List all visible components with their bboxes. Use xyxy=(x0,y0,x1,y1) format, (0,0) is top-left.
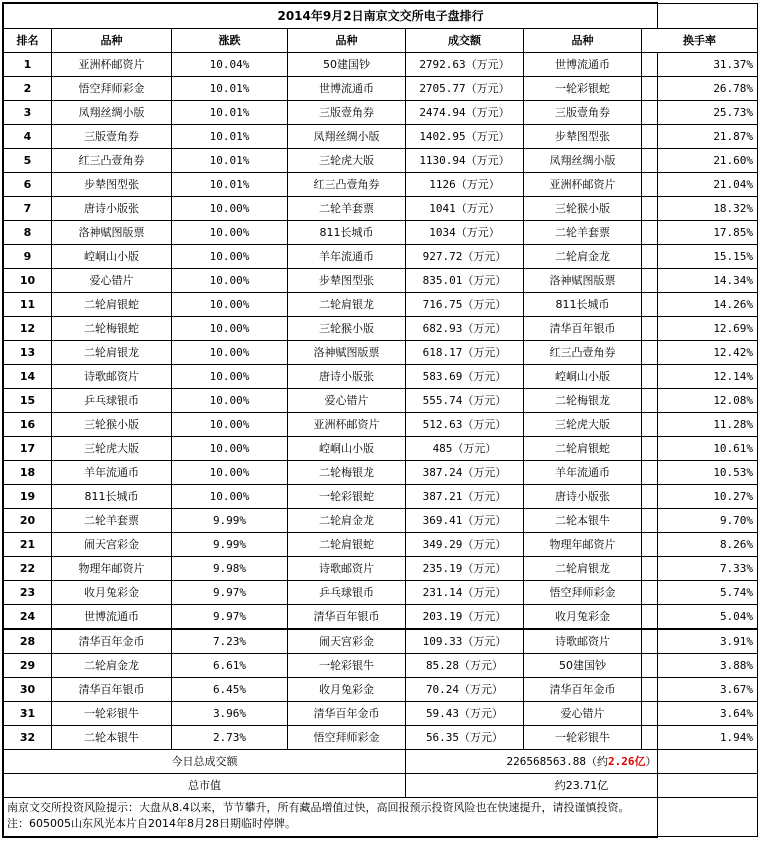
volume-value: 235.19（万元） xyxy=(406,557,524,581)
rank-cell: 20 xyxy=(4,509,52,533)
variety-by-turnover: 悟空拜师彩金 xyxy=(524,581,642,605)
rank-cell: 3 xyxy=(4,101,52,125)
rank-cell: 1 xyxy=(4,53,52,77)
change-value: 10.01% xyxy=(172,101,288,125)
change-value: 10.00% xyxy=(172,293,288,317)
table-row xyxy=(4,365,758,389)
table-row xyxy=(4,437,758,461)
turnover-value: 21.04% xyxy=(642,173,758,197)
volume-value: 387.24（万元） xyxy=(406,461,524,485)
turnover-value: 21.60% xyxy=(642,149,758,173)
variety-by-volume: 爱心错片 xyxy=(288,389,406,413)
change-value: 9.97% xyxy=(172,605,288,630)
variety-by-turnover: 亚洲杯邮资片 xyxy=(524,173,642,197)
volume-value: 1034（万元） xyxy=(406,221,524,245)
variety-by-change: 凤翔丝绸小版 xyxy=(52,101,172,125)
volume-value: 109.33（万元） xyxy=(406,629,524,654)
variety-by-volume: 闹天宫彩金 xyxy=(288,629,406,654)
table-row xyxy=(4,317,758,341)
table-row xyxy=(4,389,758,413)
turnover-value: 18.32% xyxy=(642,197,758,221)
rank-cell: 9 xyxy=(4,245,52,269)
variety-by-change: 二轮本银牛 xyxy=(52,726,172,750)
volume-value: 927.72（万元） xyxy=(406,245,524,269)
change-value: 3.96% xyxy=(172,702,288,726)
variety-by-change: 三轮猴小版 xyxy=(52,413,172,437)
variety-by-turnover: 步辇图型张 xyxy=(524,125,642,149)
variety-by-volume: 811长城币 xyxy=(288,221,406,245)
table-row xyxy=(4,654,758,678)
variety-by-volume: 清华百年银币 xyxy=(288,605,406,630)
turnover-value: 5.04% xyxy=(642,605,758,630)
variety-by-change: 悟空拜师彩金 xyxy=(52,77,172,101)
rank-cell: 21 xyxy=(4,533,52,557)
change-value: 7.23% xyxy=(172,629,288,654)
change-value: 10.00% xyxy=(172,437,288,461)
volume-value: 85.28（万元） xyxy=(406,654,524,678)
variety-by-volume: 清华百年金币 xyxy=(288,702,406,726)
turnover-value: 3.88% xyxy=(642,654,758,678)
variety-by-change: 二轮肩银龙 xyxy=(52,341,172,365)
variety-by-change: 红三凸壹角券 xyxy=(52,149,172,173)
volume-value: 512.63（万元） xyxy=(406,413,524,437)
turnover-value: 14.34% xyxy=(642,269,758,293)
variety-by-turnover: 清华百年金币 xyxy=(524,678,642,702)
change-value: 10.00% xyxy=(172,485,288,509)
variety-by-turnover: 二轮肩银龙 xyxy=(524,557,642,581)
variety-by-volume: 三版壹角券 xyxy=(288,101,406,125)
header-variety-3: 品种 xyxy=(524,29,642,53)
header-turnover: 换手率 xyxy=(642,29,758,53)
table-row xyxy=(4,125,758,149)
table-row xyxy=(4,341,758,365)
change-value: 10.01% xyxy=(172,173,288,197)
variety-by-turnover: 二轮肩银蛇 xyxy=(524,437,642,461)
variety-by-volume: 凤翔丝绸小版 xyxy=(288,125,406,149)
variety-by-turnover: 一轮彩银蛇 xyxy=(524,77,642,101)
rank-cell: 30 xyxy=(4,678,52,702)
table-row xyxy=(4,557,758,581)
variety-by-turnover: 二轮梅银龙 xyxy=(524,389,642,413)
variety-by-change: 二轮羊套票 xyxy=(52,509,172,533)
change-value: 9.97% xyxy=(172,581,288,605)
variety-by-change: 三版壹角券 xyxy=(52,125,172,149)
table-row xyxy=(4,173,758,197)
volume-value: 1130.94（万元） xyxy=(406,149,524,173)
turnover-value: 12.14% xyxy=(642,365,758,389)
variety-by-turnover: 三轮虎大版 xyxy=(524,413,642,437)
volume-value: 231.14（万元） xyxy=(406,581,524,605)
variety-by-change: 唐诗小版张 xyxy=(52,197,172,221)
variety-by-volume: 世博流通币 xyxy=(288,77,406,101)
variety-by-volume: 一轮彩银蛇 xyxy=(288,485,406,509)
total-volume-label: 今日总成交额 xyxy=(4,750,406,774)
change-value: 10.00% xyxy=(172,245,288,269)
variety-by-change: 一轮彩银牛 xyxy=(52,702,172,726)
change-value: 6.45% xyxy=(172,678,288,702)
variety-by-turnover: 凤翔丝绸小版 xyxy=(524,149,642,173)
volume-value: 2705.77（万元） xyxy=(406,77,524,101)
change-value: 10.01% xyxy=(172,149,288,173)
table-row xyxy=(4,629,758,654)
volume-value: 682.93（万元） xyxy=(406,317,524,341)
rank-cell: 8 xyxy=(4,221,52,245)
variety-by-change: 爱心错片 xyxy=(52,269,172,293)
variety-by-volume: 洛神赋图版票 xyxy=(288,341,406,365)
notes-row xyxy=(4,798,758,837)
volume-value: 349.29（万元） xyxy=(406,533,524,557)
table-row xyxy=(4,485,758,509)
change-value: 10.00% xyxy=(172,269,288,293)
variety-by-turnover: 二轮肩金龙 xyxy=(524,245,642,269)
turnover-value: 25.73% xyxy=(642,101,758,125)
rank-cell: 15 xyxy=(4,389,52,413)
table-row xyxy=(4,245,758,269)
change-value: 10.00% xyxy=(172,317,288,341)
variety-by-change: 羊年流通币 xyxy=(52,461,172,485)
rank-cell: 2 xyxy=(4,77,52,101)
change-value: 10.04% xyxy=(172,53,288,77)
volume-value: 369.41（万元） xyxy=(406,509,524,533)
change-value: 2.73% xyxy=(172,726,288,750)
total-volume-amount: 226568563.88（约 xyxy=(506,754,609,768)
turnover-value: 3.64% xyxy=(642,702,758,726)
turnover-value: 5.74% xyxy=(642,581,758,605)
total-volume-highlight: 2.26亿 xyxy=(608,754,646,768)
variety-by-volume: 收月兔彩金 xyxy=(288,678,406,702)
rank-cell: 14 xyxy=(4,365,52,389)
total-volume-value xyxy=(406,750,758,774)
variety-by-change: 二轮肩金龙 xyxy=(52,654,172,678)
variety-by-turnover: 二轮本银牛 xyxy=(524,509,642,533)
variety-by-volume: 羊年流通币 xyxy=(288,245,406,269)
variety-by-turnover: 50建国钞 xyxy=(524,654,642,678)
volume-value: 1402.95（万元） xyxy=(406,125,524,149)
volume-value: 1041（万元） xyxy=(406,197,524,221)
volume-value: 555.74（万元） xyxy=(406,389,524,413)
variety-by-turnover: 世博流通币 xyxy=(524,53,642,77)
rank-cell: 7 xyxy=(4,197,52,221)
table-row xyxy=(4,509,758,533)
variety-by-volume: 二轮羊套票 xyxy=(288,197,406,221)
variety-by-volume: 红三凸壹角券 xyxy=(288,173,406,197)
turnover-value: 15.15% xyxy=(642,245,758,269)
change-value: 9.99% xyxy=(172,509,288,533)
volume-value: 203.19（万元） xyxy=(406,605,524,630)
header-variety-2: 品种 xyxy=(288,29,406,53)
volume-value: 2792.63（万元） xyxy=(406,53,524,77)
risk-warning: 南京文交所投资风险提示：大盘从8.4以来，节节攀升，所有藏品增值过快，高回报预示投资风险也在快速提升，请投谨慎投资。 xyxy=(7,801,630,814)
volume-value: 485（万元） xyxy=(406,437,524,461)
turnover-value: 31.37% xyxy=(642,53,758,77)
variety-by-change: 清华百年金币 xyxy=(52,629,172,654)
rank-cell: 19 xyxy=(4,485,52,509)
volume-value: 387.21（万元） xyxy=(406,485,524,509)
variety-by-change: 闹天宫彩金 xyxy=(52,533,172,557)
rank-cell: 24 xyxy=(4,605,52,630)
table-row xyxy=(4,533,758,557)
variety-by-turnover: 爱心错片 xyxy=(524,702,642,726)
total-volume-row xyxy=(4,750,758,774)
turnover-value: 12.08% xyxy=(642,389,758,413)
rank-cell: 11 xyxy=(4,293,52,317)
variety-by-turnover: 三轮猴小版 xyxy=(524,197,642,221)
page-title: 2014年9月2日南京文交所电子盘排行 xyxy=(4,4,758,29)
volume-value: 835.01（万元） xyxy=(406,269,524,293)
variety-by-volume: 一轮彩银牛 xyxy=(288,654,406,678)
turnover-value: 9.70% xyxy=(642,509,758,533)
variety-by-volume: 唐诗小版张 xyxy=(288,365,406,389)
turnover-value: 3.67% xyxy=(642,678,758,702)
volume-value: 618.17（万元） xyxy=(406,341,524,365)
rank-cell: 32 xyxy=(4,726,52,750)
variety-by-volume: 诗歌邮资片 xyxy=(288,557,406,581)
variety-by-turnover: 崆峒山小版 xyxy=(524,365,642,389)
volume-value: 56.35（万元） xyxy=(406,726,524,750)
turnover-value: 21.87% xyxy=(642,125,758,149)
change-value: 10.00% xyxy=(172,389,288,413)
change-value: 9.98% xyxy=(172,557,288,581)
turnover-value: 7.33% xyxy=(642,557,758,581)
table-row xyxy=(4,77,758,101)
change-value: 10.00% xyxy=(172,365,288,389)
turnover-value: 12.42% xyxy=(642,341,758,365)
market-cap-label: 总市值 xyxy=(4,774,406,798)
variety-by-change: 三轮虎大版 xyxy=(52,437,172,461)
variety-by-turnover: 诗歌邮资片 xyxy=(524,629,642,654)
variety-by-volume: 亚洲杯邮资片 xyxy=(288,413,406,437)
variety-by-turnover: 羊年流通币 xyxy=(524,461,642,485)
variety-by-turnover: 物理年邮资片 xyxy=(524,533,642,557)
header-row xyxy=(4,29,758,53)
table-row xyxy=(4,581,758,605)
turnover-value: 8.26% xyxy=(642,533,758,557)
table-row xyxy=(4,461,758,485)
change-value: 10.01% xyxy=(172,125,288,149)
rank-cell: 28 xyxy=(4,629,52,654)
table-row xyxy=(4,605,758,630)
rank-cell: 16 xyxy=(4,413,52,437)
table-row xyxy=(4,678,758,702)
variety-by-volume: 崆峒山小版 xyxy=(288,437,406,461)
turnover-value: 10.53% xyxy=(642,461,758,485)
suspension-note: 注：605005山东风光本片自2014年8月28日期临时停牌。 xyxy=(7,817,296,830)
table-row xyxy=(4,702,758,726)
rank-cell: 29 xyxy=(4,654,52,678)
change-value: 10.00% xyxy=(172,221,288,245)
rank-cell: 22 xyxy=(4,557,52,581)
volume-value: 2474.94（万元） xyxy=(406,101,524,125)
variety-by-change: 步辇图型张 xyxy=(52,173,172,197)
change-value: 10.00% xyxy=(172,413,288,437)
variety-by-turnover: 三版壹角券 xyxy=(524,101,642,125)
change-value: 6.61% xyxy=(172,654,288,678)
table-row xyxy=(4,197,758,221)
rank-cell: 17 xyxy=(4,437,52,461)
change-value: 10.00% xyxy=(172,461,288,485)
variety-by-change: 清华百年银币 xyxy=(52,678,172,702)
header-volume: 成交额 xyxy=(406,29,524,53)
variety-by-volume: 二轮肩银蛇 xyxy=(288,533,406,557)
turnover-value: 11.28% xyxy=(642,413,758,437)
turnover-value: 17.85% xyxy=(642,221,758,245)
table-row xyxy=(4,726,758,750)
variety-by-volume: 二轮肩金龙 xyxy=(288,509,406,533)
ranking-table xyxy=(3,3,758,837)
variety-by-turnover: 一轮彩银牛 xyxy=(524,726,642,750)
volume-value: 1126（万元） xyxy=(406,173,524,197)
turnover-value: 10.61% xyxy=(642,437,758,461)
variety-by-volume: 三轮猴小版 xyxy=(288,317,406,341)
table-row xyxy=(4,269,758,293)
variety-by-turnover: 811长城币 xyxy=(524,293,642,317)
rank-cell: 13 xyxy=(4,341,52,365)
change-value: 10.00% xyxy=(172,197,288,221)
variety-by-change: 崆峒山小版 xyxy=(52,245,172,269)
rank-cell: 5 xyxy=(4,149,52,173)
rank-cell: 23 xyxy=(4,581,52,605)
volume-value: 59.43（万元） xyxy=(406,702,524,726)
variety-by-turnover: 二轮羊套票 xyxy=(524,221,642,245)
variety-by-volume: 步辇图型张 xyxy=(288,269,406,293)
ranking-sheet xyxy=(2,2,754,838)
variety-by-change: 世博流通币 xyxy=(52,605,172,630)
rank-cell: 31 xyxy=(4,702,52,726)
turnover-value: 3.91% xyxy=(642,629,758,654)
variety-by-volume: 乒乓球银币 xyxy=(288,581,406,605)
turnover-value: 14.26% xyxy=(642,293,758,317)
market-cap-value: 约23.71亿 xyxy=(406,774,758,798)
volume-value: 70.24（万元） xyxy=(406,678,524,702)
market-cap-row xyxy=(4,774,758,798)
variety-by-volume: 悟空拜师彩金 xyxy=(288,726,406,750)
title-row xyxy=(4,4,758,29)
variety-by-turnover: 清华百年银币 xyxy=(524,317,642,341)
variety-by-change: 收月兔彩金 xyxy=(52,581,172,605)
total-volume-close: ） xyxy=(645,754,657,768)
variety-by-volume: 50建国钞 xyxy=(288,53,406,77)
turnover-value: 10.27% xyxy=(642,485,758,509)
variety-by-turnover: 唐诗小版张 xyxy=(524,485,642,509)
turnover-value: 26.78% xyxy=(642,77,758,101)
variety-by-volume: 二轮梅银龙 xyxy=(288,461,406,485)
variety-by-change: 乒乓球银币 xyxy=(52,389,172,413)
rank-cell: 4 xyxy=(4,125,52,149)
rank-cell: 6 xyxy=(4,173,52,197)
turnover-value: 12.69% xyxy=(642,317,758,341)
variety-by-volume: 三轮虎大版 xyxy=(288,149,406,173)
table-row xyxy=(4,53,758,77)
variety-by-turnover: 洛神赋图版票 xyxy=(524,269,642,293)
header-change: 涨跌 xyxy=(172,29,288,53)
rank-cell: 12 xyxy=(4,317,52,341)
variety-by-change: 物理年邮资片 xyxy=(52,557,172,581)
change-value: 10.01% xyxy=(172,77,288,101)
variety-by-turnover: 收月兔彩金 xyxy=(524,605,642,630)
variety-by-change: 亚洲杯邮资片 xyxy=(52,53,172,77)
variety-by-turnover: 红三凸壹角券 xyxy=(524,341,642,365)
table-row xyxy=(4,221,758,245)
volume-value: 716.75（万元） xyxy=(406,293,524,317)
header-variety-1: 品种 xyxy=(52,29,172,53)
table-row xyxy=(4,413,758,437)
variety-by-change: 二轮梅银蛇 xyxy=(52,317,172,341)
variety-by-change: 洛神赋图版票 xyxy=(52,221,172,245)
rank-cell: 10 xyxy=(4,269,52,293)
table-row xyxy=(4,101,758,125)
turnover-value: 1.94% xyxy=(642,726,758,750)
table-row xyxy=(4,293,758,317)
change-value: 9.99% xyxy=(172,533,288,557)
variety-by-volume: 二轮肩银龙 xyxy=(288,293,406,317)
change-value: 10.00% xyxy=(172,341,288,365)
variety-by-change: 诗歌邮资片 xyxy=(52,365,172,389)
variety-by-change: 811长城币 xyxy=(52,485,172,509)
header-rank: 排名 xyxy=(4,29,52,53)
table-row xyxy=(4,149,758,173)
variety-by-change: 二轮肩银蛇 xyxy=(52,293,172,317)
risk-notes xyxy=(4,798,758,837)
rank-cell: 18 xyxy=(4,461,52,485)
volume-value: 583.69（万元） xyxy=(406,365,524,389)
